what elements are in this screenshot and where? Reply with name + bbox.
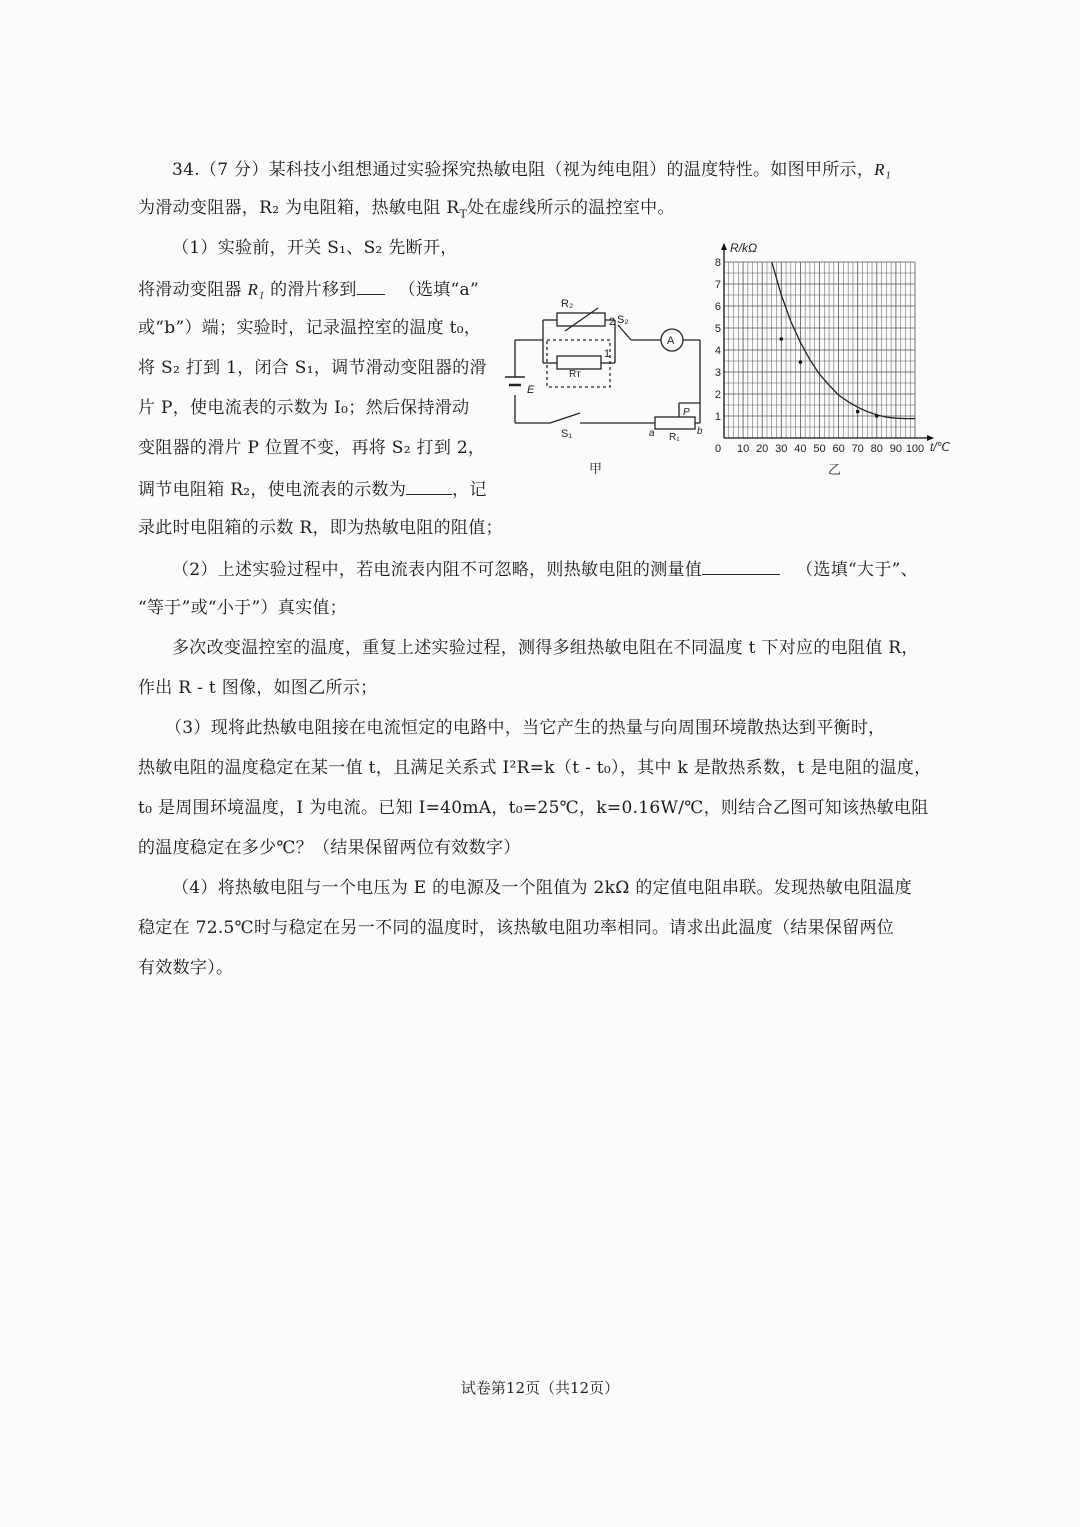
part3-line1: 多次改变温控室的温度，重复上述实验过程，测得多组热敏电阻在不同温度 t 下对应的电阻值 R，	[172, 638, 919, 658]
question-header: 34.（7 分）某科技小组想通过实验探究热敏电阻（视为纯电阻）的温度特性。如图甲所示，R₁	[172, 160, 892, 180]
circuit-diagram	[505, 285, 720, 480]
label-ammeter: A	[667, 335, 675, 347]
label-r1: R₁	[669, 432, 680, 443]
part1-line5: 片 P，使电流表的示数为 I₀；然后保持滑动	[138, 398, 470, 418]
y-tick-label: 8	[714, 257, 721, 269]
x-tick-label: 30	[775, 443, 788, 455]
question-header-line2: 为滑动变阻器，R₂ 为电阻箱，热敏电阻 $R_T$处在虚线所示的温控室中。	[138, 198, 675, 221]
part4-line2: 稳定在 72.5℃时与稳定在另一不同的温度时，该热敏电阻功率相同。请求出此温度（结果保留两位	[138, 918, 895, 938]
x-tick-label: 60	[832, 443, 845, 455]
label-b: b	[697, 426, 703, 437]
x-tick-label: 80	[870, 443, 883, 455]
y-tick-label: 7	[714, 279, 721, 291]
r1-symbol: R₁	[874, 160, 892, 179]
page-footer: 试卷第12页（共12页）	[460, 1379, 620, 1397]
y-tick-label: 2	[714, 389, 721, 401]
x-axis-label: t/℃	[930, 440, 951, 454]
circuit-labels	[527, 298, 703, 476]
part3q-line4: 的温度稳定在多少℃？（结果保留两位有效数字）	[138, 838, 521, 858]
part3-line2: 作出 R - t 图像，如图乙所示；	[138, 678, 378, 698]
label-s1: S₁	[561, 428, 573, 440]
part1-line2: 将滑动变阻器 R₁ 的滑片移到 （选填“a”	[138, 276, 479, 302]
label-2: 2	[609, 316, 616, 328]
x-tick-label: 20	[756, 443, 769, 455]
caption-yi: 乙	[828, 462, 842, 477]
label-p: P	[683, 407, 690, 418]
y-tick-label: 4	[714, 345, 721, 357]
part1-line7: 调节电阻箱 R₂，使电流表的示数为 ，记	[138, 476, 487, 502]
y-axis-arrow	[721, 243, 727, 250]
part2-line2: “等于”或“小于”）真实值；	[138, 598, 347, 618]
x-tick-label: 50	[813, 443, 826, 455]
y-tick-label: 1	[714, 411, 721, 423]
x-tick-label: 40	[794, 443, 807, 455]
label-rt: Rт	[569, 369, 581, 380]
part3q-line1: （3）现将此热敏电阻接在电流恒定的电路中，当它产生的热量与向周围环境散热达到平衡时，	[165, 718, 886, 738]
answer-blank-3[interactable]	[702, 556, 780, 575]
y-tick-label: 3	[714, 367, 721, 379]
switch-s1	[550, 413, 580, 423]
part1-line3: 或“b”）端；实验时，记录温控室的温度 t₀，	[138, 318, 482, 338]
part3q-line2: 热敏电阻的温度稳定在某一值 t，且满足关系式 I²R=k（t - t₀），其中 k 是散热系数，t 是电阻的温度，	[138, 758, 932, 778]
part3q-line3: t₀ 是周围环境温度，I 为电流。已知 I=40mA，t₀=25℃，k=0.16W/℃，则结合乙图可知该热敏电阻	[138, 798, 929, 818]
x-tick-label: 100	[905, 443, 925, 455]
part1-line8: 录此时电阻箱的示数 R，即为热敏电阻的阻值；	[138, 518, 503, 538]
r-t-chart	[710, 238, 965, 483]
x-tick-label: 70	[851, 443, 864, 455]
part1-line4: 将 S₂ 打到 1，闭合 S₁，调节滑动变阻器的滑	[138, 358, 487, 378]
x-tick-label: 0	[714, 443, 722, 455]
y-tick-label: 5	[714, 323, 721, 335]
label-1: 1	[604, 348, 611, 360]
y-tick-label: 6	[714, 301, 721, 313]
label-a: a	[649, 428, 655, 439]
chart-grid	[724, 262, 915, 438]
part2-line1: （2）上述实验过程中，若电流表内阻不可忽略，则热敏电阻的测量值 （选填“大于”、	[172, 556, 918, 582]
data-point	[799, 360, 803, 364]
caption-jia: 甲	[589, 461, 603, 476]
data-point	[875, 414, 879, 418]
data-point	[856, 410, 860, 414]
answer-blank-2[interactable]	[406, 476, 452, 495]
label-s2: S₂	[617, 314, 629, 326]
chart-axes	[721, 243, 934, 441]
part1-line1: （1）实验前，开关 S₁、S₂ 先断开，	[172, 238, 458, 258]
part4-line1: （4）将热敏电阻与一个电压为 E 的电源及一个阻值为 2kΩ 的定值电阻串联。发现热敏电阻温度	[172, 878, 913, 898]
answer-blank-1[interactable]	[357, 276, 385, 295]
label-r2: R₂	[561, 298, 574, 310]
label-e: E	[527, 384, 535, 396]
x-tick-label: 90	[889, 443, 903, 455]
data-point	[780, 337, 784, 341]
x-tick-label: 10	[736, 443, 750, 455]
part4-line3: 有效数字）。	[138, 958, 234, 978]
y-axis-label: R/kΩ	[730, 241, 758, 255]
part1-line6: 变阻器的滑片 P 位置不变，再将 S₂ 打到 2，	[138, 438, 486, 458]
